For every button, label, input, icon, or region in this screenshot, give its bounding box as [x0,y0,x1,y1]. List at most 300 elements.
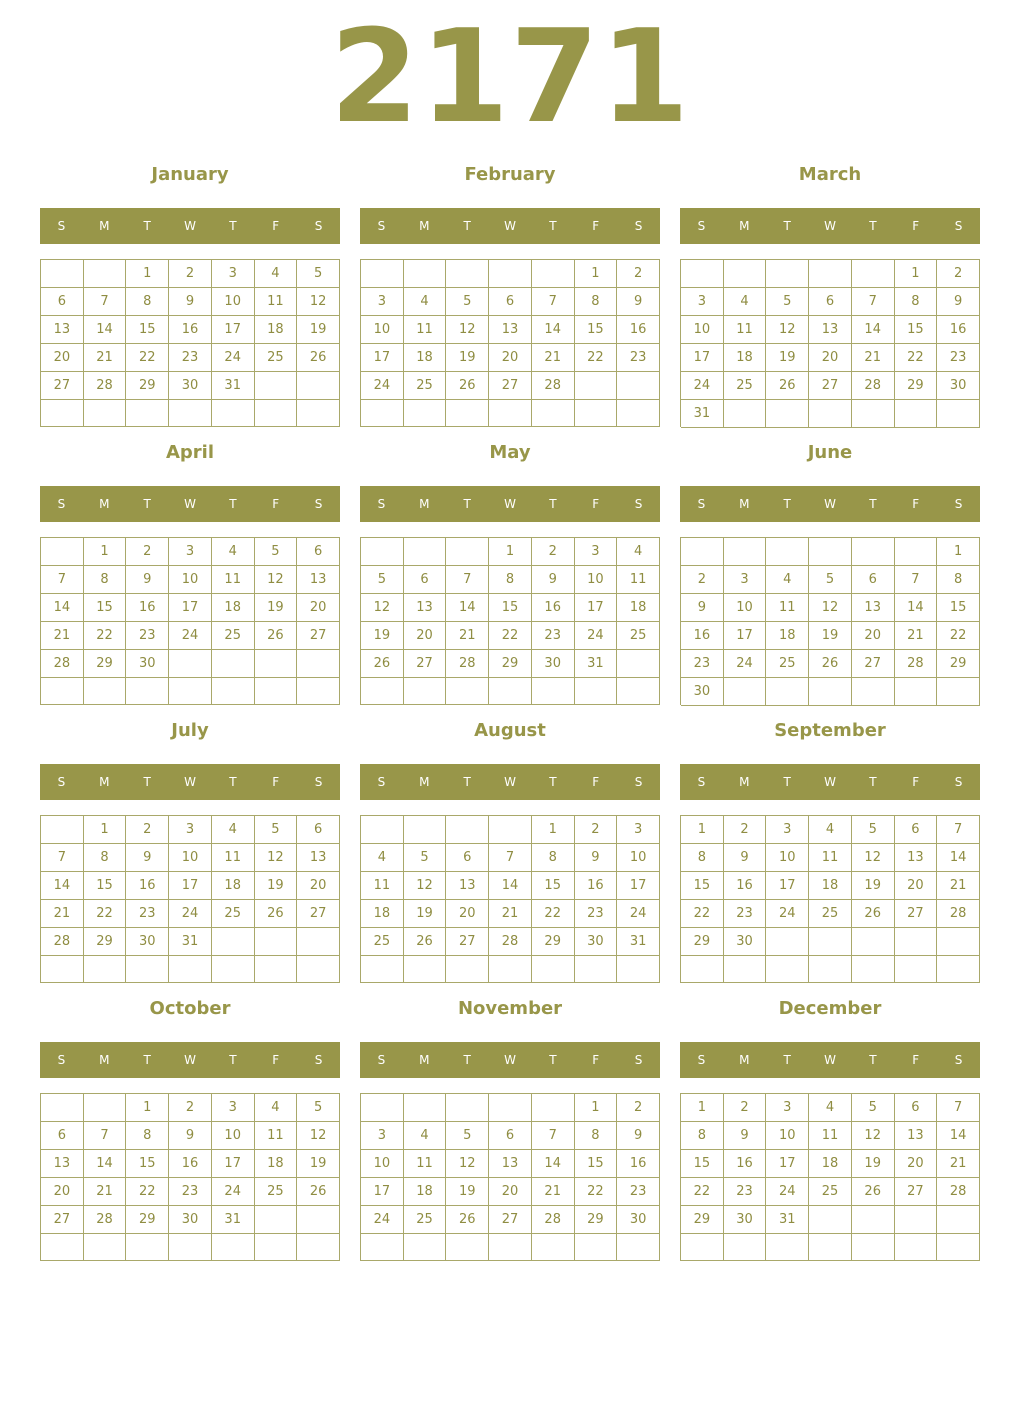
day-cell: 13 [895,844,938,872]
day-cell: 27 [852,650,895,678]
empty-day-cell [169,956,212,983]
empty-day-cell [404,1234,447,1261]
weekday-label: T [229,497,237,511]
weekday-label: S [634,219,643,233]
weekday-header [680,208,980,244]
day-cell: 11 [809,1122,852,1150]
day-cell: 16 [681,622,724,650]
empty-day-cell [532,400,575,427]
weekday-label: M [99,1053,110,1067]
day-cell: 1 [895,260,938,288]
day-cell: 24 [681,372,724,400]
day-cell: 11 [255,1122,298,1150]
day-cell: 23 [532,622,575,650]
empty-day-cell [766,928,809,956]
weekday-label: T [229,1053,237,1067]
day-cell: 13 [297,566,340,594]
empty-day-cell [41,538,84,566]
day-cell: 29 [532,928,575,956]
empty-day-cell [575,956,618,983]
day-cell: 19 [297,316,340,344]
empty-day-cell [852,538,895,566]
day-cell: 5 [446,1122,489,1150]
day-cell: 24 [169,900,212,928]
weekday-label: S [57,1053,66,1067]
day-cell: 19 [446,1178,489,1206]
day-cell: 10 [169,566,212,594]
month-name: April [165,442,215,463]
day-cell: 22 [489,622,532,650]
weekday-label: M [739,775,750,789]
empty-day-cell [212,400,255,427]
weekday-label: S [954,497,963,511]
day-cell: 3 [361,288,404,316]
empty-day-cell [41,956,84,983]
day-cell: 31 [212,372,255,400]
day-cell: 8 [126,288,169,316]
empty-day-cell [895,538,938,566]
weekday-label: W [504,497,516,511]
weekday-label: T [143,775,151,789]
day-cell: 28 [84,1206,127,1234]
day-cell: 8 [681,844,724,872]
weekday-label: T [549,775,557,789]
day-cell: 29 [895,372,938,400]
day-cell: 3 [361,1122,404,1150]
empty-day-cell [297,650,340,678]
empty-day-cell [617,372,660,400]
day-cell: 26 [255,622,298,650]
day-cell: 24 [575,622,618,650]
day-cell: 18 [361,900,404,928]
empty-day-cell [895,928,938,956]
day-cell: 31 [681,400,724,428]
day-grid [360,537,660,705]
day-cell: 23 [169,1178,212,1206]
weekday-label: S [634,1053,643,1067]
day-cell: 18 [766,622,809,650]
weekday-label: S [954,1053,963,1067]
empty-day-cell [41,260,84,288]
empty-day-cell [489,956,532,983]
weekday-label: T [869,219,877,233]
empty-day-cell [255,1234,298,1261]
day-cell: 1 [532,816,575,844]
day-cell: 5 [255,816,298,844]
day-cell: 18 [617,594,660,622]
weekday-label: T [463,497,471,511]
weekday-label: S [57,219,66,233]
day-cell: 1 [126,260,169,288]
empty-day-cell [532,956,575,983]
day-cell: 25 [255,344,298,372]
weekday-label: T [869,497,877,511]
day-cell: 30 [126,650,169,678]
empty-day-cell [297,678,340,705]
day-cell: 5 [446,288,489,316]
empty-day-cell [489,816,532,844]
day-cell: 21 [489,900,532,928]
day-cell: 20 [809,344,852,372]
day-cell: 29 [126,1206,169,1234]
day-cell: 4 [361,844,404,872]
day-cell: 16 [169,316,212,344]
weekday-label: W [824,219,836,233]
day-cell: 15 [937,594,980,622]
empty-day-cell [169,678,212,705]
day-cell: 19 [255,594,298,622]
day-cell: 21 [446,622,489,650]
day-cell: 23 [617,1178,660,1206]
day-cell: 29 [84,928,127,956]
day-cell: 7 [532,288,575,316]
empty-day-cell [84,1094,127,1122]
day-cell: 9 [681,594,724,622]
day-cell: 9 [617,1122,660,1150]
weekday-label: S [697,775,706,789]
empty-day-cell [255,400,298,427]
day-cell: 19 [809,622,852,650]
day-cell: 30 [681,678,724,706]
day-cell: 30 [126,928,169,956]
empty-day-cell [937,400,980,428]
day-cell: 16 [126,594,169,622]
day-grid [40,1093,340,1261]
day-cell: 24 [361,372,404,400]
day-cell: 4 [809,1094,852,1122]
empty-day-cell [404,816,447,844]
month-name: November [457,998,563,1019]
weekday-label: F [272,775,280,789]
empty-day-cell [84,400,127,427]
weekday-label: T [463,1053,471,1067]
day-cell: 28 [41,650,84,678]
day-cell: 26 [852,1178,895,1206]
day-cell: 27 [489,372,532,400]
day-cell: 22 [681,900,724,928]
empty-day-cell [361,678,404,705]
day-cell: 16 [617,1150,660,1178]
day-cell: 26 [255,900,298,928]
empty-day-cell [404,1094,447,1122]
day-cell: 19 [852,872,895,900]
day-cell: 5 [852,816,895,844]
day-cell: 2 [169,260,212,288]
weekday-header [40,1042,340,1078]
day-cell: 8 [84,566,127,594]
empty-day-cell [212,1234,255,1261]
day-cell: 6 [852,566,895,594]
day-cell: 14 [895,594,938,622]
empty-day-cell [809,928,852,956]
empty-day-cell [681,1234,724,1261]
day-cell: 28 [532,372,575,400]
weekday-label: M [419,497,430,511]
year-title: 2171 [329,3,691,152]
day-cell: 4 [212,816,255,844]
day-cell: 23 [169,344,212,372]
weekday-label: M [419,1053,430,1067]
day-cell: 23 [724,900,767,928]
empty-day-cell [681,956,724,983]
day-cell: 25 [404,372,447,400]
weekday-label: T [869,775,877,789]
day-cell: 14 [937,844,980,872]
day-cell: 27 [297,622,340,650]
day-cell: 3 [766,816,809,844]
day-cell: 13 [852,594,895,622]
day-cell: 2 [937,260,980,288]
empty-day-cell [895,1206,938,1234]
day-cell: 15 [681,872,724,900]
day-cell: 12 [766,316,809,344]
day-cell: 26 [852,900,895,928]
day-cell: 5 [255,538,298,566]
day-grid [680,537,980,705]
empty-day-cell [297,956,340,983]
day-cell: 22 [575,344,618,372]
day-cell: 7 [446,566,489,594]
empty-day-cell [852,260,895,288]
weekday-label: M [99,219,110,233]
day-cell: 9 [126,844,169,872]
empty-day-cell [446,956,489,983]
day-cell: 14 [41,872,84,900]
day-cell: 2 [617,260,660,288]
day-cell: 22 [895,344,938,372]
empty-day-cell [766,956,809,983]
day-cell: 20 [852,622,895,650]
weekday-label: M [419,775,430,789]
day-cell: 25 [809,1178,852,1206]
day-cell: 28 [937,900,980,928]
empty-day-cell [255,1206,298,1234]
day-cell: 22 [84,900,127,928]
empty-day-cell [489,260,532,288]
empty-day-cell [809,538,852,566]
empty-day-cell [766,538,809,566]
weekday-label: W [824,775,836,789]
empty-day-cell [41,400,84,427]
day-cell: 28 [41,928,84,956]
day-cell: 1 [84,538,127,566]
weekday-label: F [592,497,600,511]
day-cell: 26 [766,372,809,400]
day-cell: 3 [212,1094,255,1122]
day-cell: 8 [895,288,938,316]
weekday-label: T [783,497,791,511]
day-cell: 14 [489,872,532,900]
day-cell: 16 [169,1150,212,1178]
day-cell: 20 [895,1150,938,1178]
day-cell: 8 [575,1122,618,1150]
day-cell: 12 [361,594,404,622]
day-cell: 7 [895,566,938,594]
empty-day-cell [937,956,980,983]
weekday-label: S [57,497,66,511]
day-cell: 30 [169,1206,212,1234]
empty-day-cell [852,400,895,428]
empty-day-cell [41,816,84,844]
day-cell: 29 [489,650,532,678]
weekday-header [360,1042,660,1078]
day-cell: 15 [681,1150,724,1178]
day-cell: 13 [404,594,447,622]
weekday-label: M [739,497,750,511]
day-cell: 13 [446,872,489,900]
day-cell: 4 [766,566,809,594]
day-cell: 27 [895,900,938,928]
weekday-label: F [272,1053,280,1067]
day-cell: 5 [809,566,852,594]
weekday-label: S [377,497,386,511]
day-cell: 20 [404,622,447,650]
empty-day-cell [489,400,532,427]
empty-day-cell [489,1094,532,1122]
empty-day-cell [404,400,447,427]
empty-day-cell [724,678,767,706]
day-cell: 5 [297,260,340,288]
empty-day-cell [937,1206,980,1234]
day-cell: 27 [297,900,340,928]
weekday-label: F [592,1053,600,1067]
weekday-label: T [549,219,557,233]
day-cell: 17 [361,344,404,372]
day-cell: 21 [84,344,127,372]
empty-day-cell [617,650,660,678]
day-cell: 10 [361,316,404,344]
weekday-label: W [504,1053,516,1067]
day-cell: 11 [809,844,852,872]
day-cell: 14 [446,594,489,622]
day-cell: 14 [937,1122,980,1150]
weekday-label: F [272,219,280,233]
day-cell: 21 [41,900,84,928]
day-cell: 12 [852,1122,895,1150]
day-cell: 12 [297,288,340,316]
day-cell: 5 [361,566,404,594]
day-cell: 10 [212,1122,255,1150]
weekday-label: S [377,219,386,233]
day-cell: 9 [937,288,980,316]
day-cell: 27 [809,372,852,400]
empty-day-cell [446,678,489,705]
day-cell: 29 [681,928,724,956]
day-cell: 24 [212,1178,255,1206]
weekday-label: T [783,219,791,233]
day-cell: 29 [575,1206,618,1234]
day-cell: 11 [255,288,298,316]
empty-day-cell [766,1234,809,1261]
weekday-label: S [634,497,643,511]
weekday-label: S [697,497,706,511]
day-cell: 5 [852,1094,895,1122]
day-cell: 21 [532,1178,575,1206]
empty-day-cell [895,956,938,983]
empty-day-cell [809,1234,852,1261]
day-cell: 25 [766,650,809,678]
day-cell: 5 [766,288,809,316]
day-cell: 3 [575,538,618,566]
day-cell: 1 [489,538,532,566]
day-cell: 5 [404,844,447,872]
day-cell: 7 [84,288,127,316]
day-cell: 27 [895,1178,938,1206]
empty-day-cell [532,1234,575,1261]
day-cell: 23 [724,1178,767,1206]
weekday-label: F [912,775,920,789]
weekday-label: M [739,219,750,233]
weekday-label: S [314,1053,323,1067]
day-cell: 21 [41,622,84,650]
day-cell: 17 [212,316,255,344]
empty-day-cell [41,1234,84,1261]
empty-day-cell [297,1234,340,1261]
day-cell: 31 [212,1206,255,1234]
empty-day-cell [937,678,980,706]
empty-day-cell [446,1234,489,1261]
day-cell: 24 [766,900,809,928]
day-cell: 26 [297,1178,340,1206]
day-cell: 15 [126,316,169,344]
weekday-label: W [184,775,196,789]
day-cell: 13 [895,1122,938,1150]
empty-day-cell [255,650,298,678]
day-cell: 9 [126,566,169,594]
day-cell: 13 [809,316,852,344]
empty-day-cell [724,1234,767,1261]
day-grid [680,1093,980,1261]
empty-day-cell [169,400,212,427]
day-cell: 28 [489,928,532,956]
weekday-label: T [143,497,151,511]
day-cell: 2 [681,566,724,594]
day-cell: 25 [212,900,255,928]
day-grid [680,259,980,427]
empty-day-cell [724,400,767,428]
empty-day-cell [255,678,298,705]
day-cell: 25 [361,928,404,956]
month-name: May [489,442,531,463]
day-cell: 26 [446,372,489,400]
day-cell: 21 [895,622,938,650]
empty-day-cell [809,400,852,428]
day-cell: 9 [724,844,767,872]
empty-day-cell [84,1234,127,1261]
empty-day-cell [212,956,255,983]
day-cell: 19 [255,872,298,900]
day-cell: 10 [766,844,809,872]
month-name: September [774,720,886,741]
day-cell: 27 [41,1206,84,1234]
day-cell: 26 [361,650,404,678]
day-cell: 24 [766,1178,809,1206]
day-cell: 7 [937,1094,980,1122]
day-cell: 9 [532,566,575,594]
weekday-label: M [739,1053,750,1067]
empty-day-cell [212,678,255,705]
day-grid [360,815,660,983]
day-cell: 2 [532,538,575,566]
weekday-label: S [634,775,643,789]
day-cell: 20 [297,872,340,900]
weekday-label: W [504,775,516,789]
day-cell: 1 [681,1094,724,1122]
day-cell: 11 [404,1150,447,1178]
empty-day-cell [852,1206,895,1234]
weekday-label: M [99,497,110,511]
day-cell: 14 [532,1150,575,1178]
